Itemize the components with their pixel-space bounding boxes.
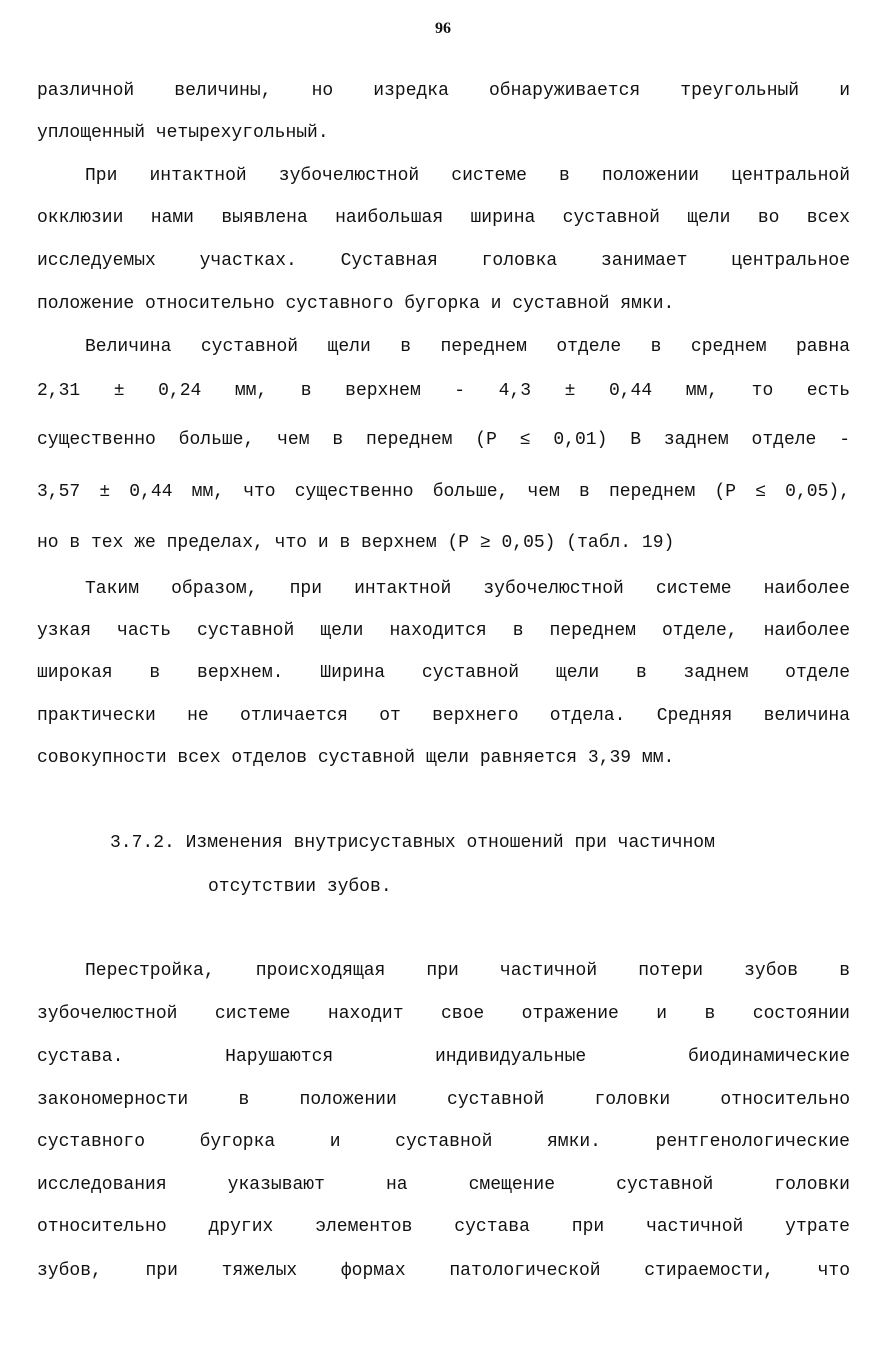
text-line: но в тех же пределах, что и в верхнем (Р ≥ 0,05) (табл. 19): [37, 533, 675, 553]
text-line: совокупности всех отделов суставной щели равняется 3,39 мм.: [37, 748, 675, 768]
text-line: Перестройка, происходящая при частичной потери зубов в: [85, 961, 850, 981]
text-line: зубов, при тяжелых формах патологической стираемости, что: [37, 1261, 850, 1281]
section-heading: 3.7.2. Изменения внутрисуставных отношений при частичном: [110, 833, 715, 853]
text-line: исследования указывают на смещение суставной головки: [37, 1175, 850, 1195]
text-line: Величина суставной щели в переднем отделе в среднем равна: [85, 337, 850, 357]
text-line: 2,31 ± 0,24 мм, в верхнем - 4,3 ± 0,44 мм, то есть: [37, 381, 850, 401]
text-line: узкая часть суставной щели находится в переднем отделе, наиболее: [37, 621, 850, 641]
text-line: закономерности в положении суставной головки относительно: [37, 1090, 850, 1110]
text-line: суставного бугорка и суставной ямки. рентгенологические: [37, 1132, 850, 1152]
section-heading-continuation: отсутствии зубов.: [208, 877, 392, 897]
text-line: сустава. Нарушаются индивидуальные биодинамические: [37, 1047, 850, 1067]
text-line: уплощенный четырехугольный.: [37, 123, 329, 143]
text-line: 3,57 ± 0,44 мм, что существенно больше, чем в переднем (Р ≤ 0,05),: [37, 482, 850, 502]
text-line: относительно других элементов сустава при частичной утрате: [37, 1217, 850, 1237]
text-line: окклюзии нами выявлена наибольшая ширина суставной щели во всех: [37, 208, 850, 228]
text-line: широкая в верхнем. Ширина суставной щели в заднем отделе: [37, 663, 850, 683]
text-line: Таким образом, при интактной зубочелюстной системе наиболее: [85, 579, 850, 599]
text-line: исследуемых участках. Суставная головка занимает центральное: [37, 251, 850, 271]
text-line: зубочелюстной системе находит свое отражение и в состоянии: [37, 1004, 850, 1024]
text-line: При интактной зубочелюстной системе в положении центральной: [85, 166, 850, 186]
text-line: положение относительно суставного бугорка и суставной ямки.: [37, 294, 675, 314]
page-number: 96: [435, 20, 451, 37]
text-line: существенно больше, чем в переднем (Р ≤ 0,01) В заднем отделе -: [37, 430, 850, 450]
text-line: практически не отличается от верхнего отдела. Средняя величина: [37, 706, 850, 726]
text-line: различной величины, но изредка обнаруживается треугольный и: [37, 81, 850, 101]
